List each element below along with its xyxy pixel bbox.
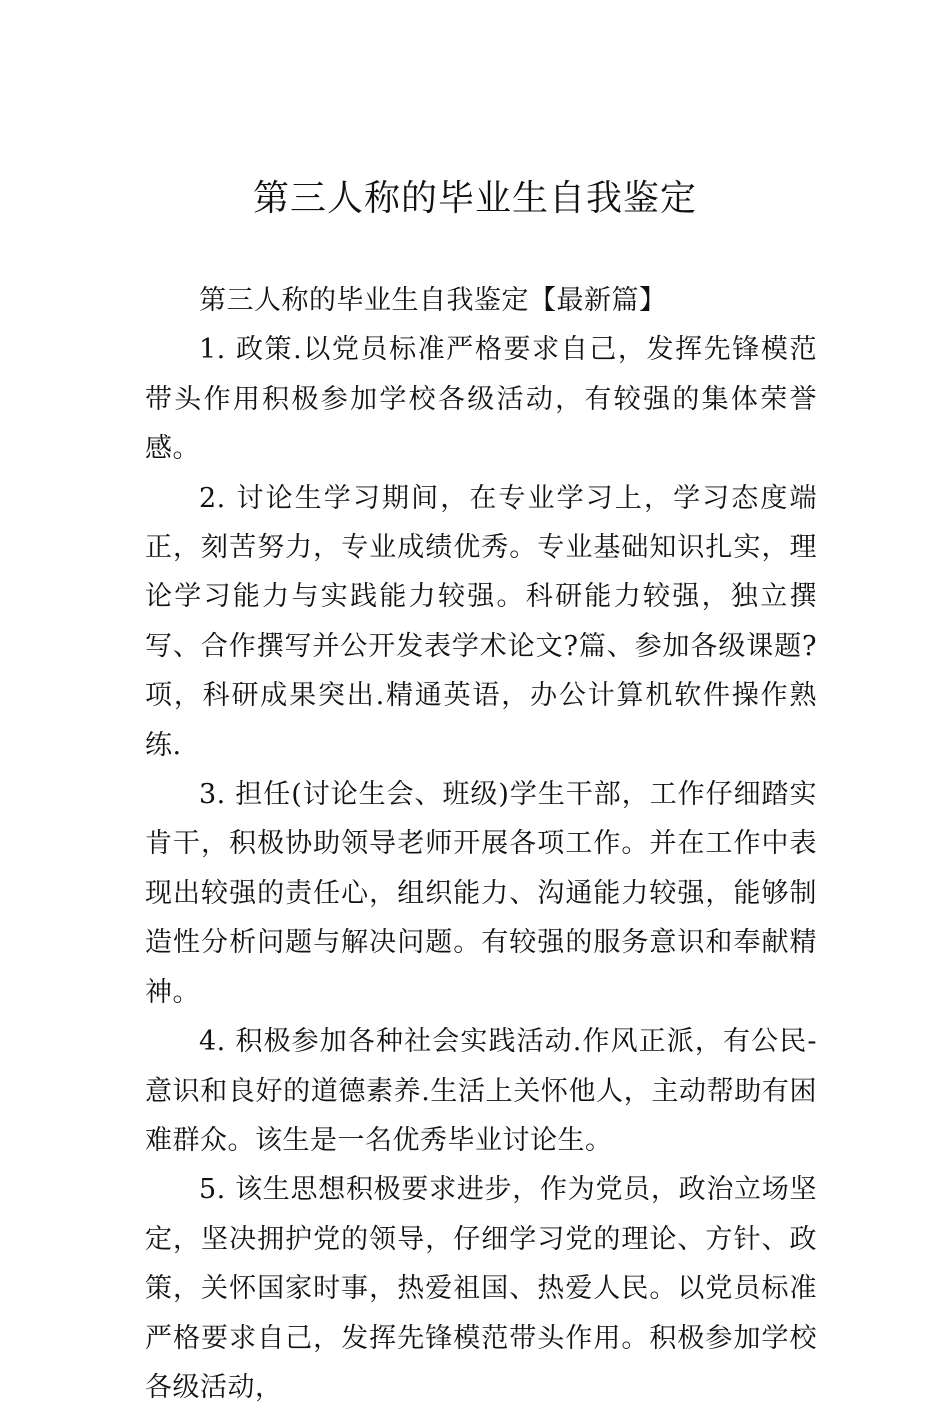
paragraph-item-5: 5. 该生思想积极要求进步，作为党员，政治立场坚定，坚决拥护党的领导，仔细学习党的理论、方针、政策，关怀国家时事，热爱祖国、热爱人民。以党员标准严格要求自己，发挥先锋模范带头作用。积极参加学校各级活动， [145,1174,817,1403]
paragraph-subtitle: 第三人称的毕业生自我鉴定【最新篇】 [199,285,667,316]
paragraph-item-3: 3. 担任(讨论生会、班级)学生干部，工作仔细踏实肯干，积极协助领导老师开展各项工作。并在工作中表现出较强的责任心，组织能力、沟通能力较强，能够制造性分析问题与解决问题。有较强的服务意识和奉献精神。 [145,779,817,1008]
document-title: 第三人称的毕业生自我鉴定 [252,178,697,219]
paragraph-item-1: 1. 政策.以党员标准严格要求自己，发挥先锋模范带头作用积极参加学校各级活动，有较强的集体荣誉感。 [145,334,817,465]
document-body [145,276,817,1412]
paragraph-item-4: 4. 积极参加各种社会实践活动.作风正派，有公民-意识和良好的道德素养.生活上关怀他人，主动帮助有困难群众。该生是一名优秀毕业讨论生。 [145,1026,817,1156]
paragraph-item-2: 2. 讨论生学习期间，在专业学习上，学习态度端正，刻苦努力，专业成绩优秀。专业基础知识扎实，理论学习能力与实践能力较强。科研能力较强，独立撰写、合作撰写并公开发表学术论文?篇、参加各级课题?项，科研成果突出.精通英语，办公计算机软件操作熟练. [145,482,817,761]
